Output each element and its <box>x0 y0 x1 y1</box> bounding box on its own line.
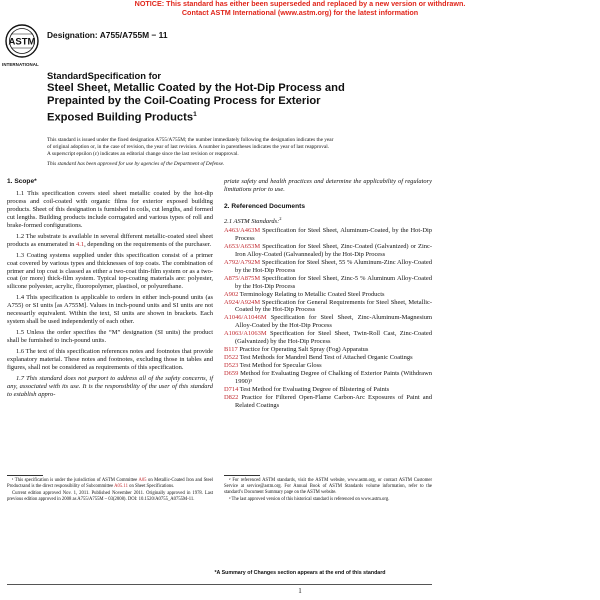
footnote-rule-left <box>7 475 43 476</box>
title-prefix: StandardSpecification for <box>47 70 162 81</box>
notice-line-1: NOTICE: This standard has either been superseded and replaced by a new version or withdrawn. <box>134 0 466 8</box>
footnotes-right <box>224 478 432 504</box>
notice-line-2: Contact ASTM International (www.astm.org) for the latest information <box>181 7 419 17</box>
referenced-documents-heading: 2. Referenced Documents <box>224 202 305 210</box>
reference-item <box>224 394 432 410</box>
reference-title: Method for Evaluating Degree of Chalking of Exterior Paints (Withdrawn 1990)³ <box>235 370 432 386</box>
footnote-1 <box>7 478 213 490</box>
reference-title: Terminology Relating to Metallic Coated Steel Products <box>238 290 385 298</box>
footnote-3: ³ The last approved version of this historical standard is referenced on www.astm.org. <box>229 496 390 502</box>
reference-code-link[interactable]: D714 <box>224 386 239 394</box>
reference-title: Specification for General Requirements for Steel Sheet, Metallic-Coated by the Hot-Dip Process <box>235 298 432 314</box>
astm-logo <box>4 23 40 63</box>
reference-item <box>224 291 432 299</box>
reference-item <box>224 346 432 354</box>
left-column <box>7 178 213 402</box>
issued-note <box>47 137 507 158</box>
reference-item <box>224 275 432 291</box>
reference-item <box>224 227 432 243</box>
scope-1-5: 1.5 Unless the order specifies the “M” designation (SI units) the product shall be furnished to inch-pound units. <box>7 329 213 345</box>
footnote-rule-right <box>224 475 260 476</box>
reference-title: Test Method for Evaluating Degree of Blistering of Paints <box>238 386 390 394</box>
footnote-1-text-a: ¹ This specification is under the jurisdiction of ASTM Committee <box>12 478 139 483</box>
title-line-1: Steel Sheet, Metallic Coated by the Hot-Dip Process and <box>47 82 345 94</box>
footnote-2: ² For referenced ASTM standards, visit the ASTM website, www.astm.org, or contact ASTM Customer Service at service@astm.org. For Annual Book of ASTM Standards volume information, refer to the standard’s Document Summary page on the ASTM website. <box>224 478 432 495</box>
reference-item <box>224 362 432 370</box>
astm-standards-label: 2.1 ASTM Standards: <box>224 218 280 225</box>
reference-code-link[interactable]: A1046/A1046M <box>224 314 267 322</box>
reference-title: Specification for Steel Sheet, Zinc-Coated (Galvanized) or Zinc-Iron Alloy-Coated (Galvannealed) by the Hot-Dip Process <box>235 242 432 258</box>
bottom-rule <box>7 584 432 585</box>
reference-item <box>224 299 432 315</box>
title-line-3-text: Exposed Building Products <box>47 111 194 124</box>
section-4-1-link[interactable]: 4.1 <box>76 240 85 248</box>
reference-title: Test Methods for Mandrel Bend Test of Attached Organic Coatings <box>238 354 413 362</box>
page-number: 1 <box>298 587 302 595</box>
reference-code-link[interactable]: A1063/A1063M <box>224 330 267 338</box>
logo-mark: ASTM <box>8 36 36 48</box>
right-column <box>224 178 432 410</box>
subcommittee-a05-11-link[interactable]: A05.11 <box>114 483 128 489</box>
scope-1-3: 1.3 Coating systems supplied under this specification consist of a primer coat covered by various types and thicknesses of top coats. The combination of primer and top coat is classed as either a two-coat thin-film system or as a two-coat (or more) thick-film system. Typical top-coating materials are: polyester, silicone polyester, acrylic, fluoropolymer, plastisol, or polyurethane. <box>7 251 213 291</box>
reference-code-link[interactable]: B117 <box>224 346 238 354</box>
reference-code-link[interactable]: A792/A792M <box>224 258 261 266</box>
reference-title: Specification for Steel Sheet, Zinc-Aluminum-Magnesium Alloy-Coated by the Hot-Dip Process <box>235 314 432 330</box>
footnote-edition: Current edition approved Nov. 1, 2011. Published November 2011. Originally approved in 1978. Last previous edition approved in 2008 as A755/A755M – 03(2008). DOI: 10.1520/A0755_A0755M-11. <box>7 490 213 502</box>
reference-title: Practice for Operating Salt Spray (Fog) Apparatus <box>237 346 369 354</box>
reference-code-link[interactable]: D522 <box>224 354 239 362</box>
title-line-3 <box>47 108 467 125</box>
designation: Designation: A755/A755M − 11 <box>47 30 168 40</box>
scope-1-2-text-a: 1.2 The substrate is available in several different metallic-coated steel sheet products as enumerated in <box>7 232 213 248</box>
reference-code-link[interactable]: A902 <box>224 290 239 298</box>
logo-caption: INTERNATIONAL <box>2 62 39 67</box>
reference-title: Practice for Filtered Open-Flame Carbon-Arc Exposures of Paint and Related Coatings <box>235 393 432 409</box>
reference-title: Specification for Steel Sheet, 55 % Aluminum-Zinc Alloy-Coated by the Hot-Dip Process <box>235 258 432 274</box>
reference-code-link[interactable]: A653/A653M <box>224 242 261 250</box>
astm-standards-footnote-mark: 2 <box>279 215 282 221</box>
scope-1-2 <box>7 233 213 249</box>
dod-approval-note: This standard has been approved for use by agencies of the Department of Defense. <box>47 161 225 167</box>
reference-code-link[interactable]: D822 <box>224 393 239 401</box>
title-line-2: Prepainted by the Coil-Coating Process for Exterior <box>47 95 321 107</box>
title-footnote-mark: 1 <box>193 111 197 118</box>
scope-1-1: 1.1 This specification covers steel sheet metallic coated by the hot-dip process and coil-coated with organic films for exterior exposed building products. Sheet of this designation is furnished in coils, cut lengths, and formed cut lengths. Building products include corrugated and various types of roll and brake-formed configurations. <box>7 189 213 229</box>
reference-list <box>224 227 432 410</box>
footnote-1-text-b: on Metallic-Coated Iron and Steel Productsand is the direct responsibility of Subcommittee <box>7 478 213 489</box>
footnotes-left <box>7 478 213 504</box>
reference-title: Specification for Steel Sheet, Aluminum-Coated, by the Hot-Dip Process <box>235 226 432 242</box>
reference-code-link[interactable]: A924/A924M <box>224 298 261 306</box>
reference-item <box>224 314 432 330</box>
document-title <box>47 70 467 125</box>
issued-line-3: A superscript epsilon (ε) indicates an editorial change since the last revision or reapproval. <box>47 150 239 157</box>
reference-item <box>224 354 432 362</box>
reference-item <box>224 330 432 346</box>
reference-title: Specification for Steel Sheet, Zinc-5 % Aluminum Alloy-Coated by the Hot-Dip Process <box>235 274 432 290</box>
issued-line-1: This standard is issued under the fixed designation A755/A755M; the number immediately following the designation indicates the year <box>47 137 334 143</box>
committee-a05-link[interactable]: A05 <box>138 478 147 483</box>
reference-item <box>224 386 432 394</box>
supersede-notice <box>0 0 600 17</box>
summary-of-changes-note: *A Summary of Changes section appears at the end of this standard <box>214 570 386 576</box>
reference-item <box>224 259 432 275</box>
astm-standards-subheading <box>224 215 432 226</box>
reference-item <box>224 243 432 259</box>
reference-code-link[interactable]: D523 <box>224 362 239 370</box>
reference-title: Specification for Steel Sheet, Twin-Roll Cast, Zinc-Coated (Galvanized) by the Hot-Dip Process <box>235 330 432 346</box>
scope-1-6: 1.6 The text of this specification references notes and footnotes that provide explanatory material. These notes and footnotes, excluding those in tables and figures, shall not be considered as requirements of this specification. <box>7 348 213 372</box>
reference-title: Test Method for Specular Gloss <box>238 362 322 370</box>
reference-code-link[interactable]: A463/A463M <box>224 226 261 234</box>
scope-1-4: 1.4 This specification is applicable to orders in either inch-pound units (as A755) or SI units [as A755M]. Values in inch-pound units and SI units are not necessarily equivalent. Within the text, SI units are shown in brackets. Each system shall be used independently of each other. <box>7 294 213 326</box>
reference-item <box>224 370 432 386</box>
reference-code-link[interactable]: D659 <box>224 370 239 378</box>
scope-heading: 1. Scope* <box>7 178 37 185</box>
footnote-1-text-c: on Sheet Specifications. <box>127 483 175 489</box>
scope-1-7: 1.7 This standard does not purport to address all of the safety concerns, if any, associated with its use. It is the responsibility of the user of this standard to establish appro- <box>7 374 213 398</box>
reference-code-link[interactable]: A875/A875M <box>224 274 261 282</box>
scope-1-2-text-b: , depending on the requirements of the purchaser. <box>84 240 212 248</box>
issued-line-2: of original adoption or, in the case of revision, the year of last revision. A number in parentheses indicates the year of last reapproval. <box>47 143 330 150</box>
scope-1-7-continued: priate safety and health practices and determine the applicability of regulatory limitations prior to use. <box>224 178 432 193</box>
